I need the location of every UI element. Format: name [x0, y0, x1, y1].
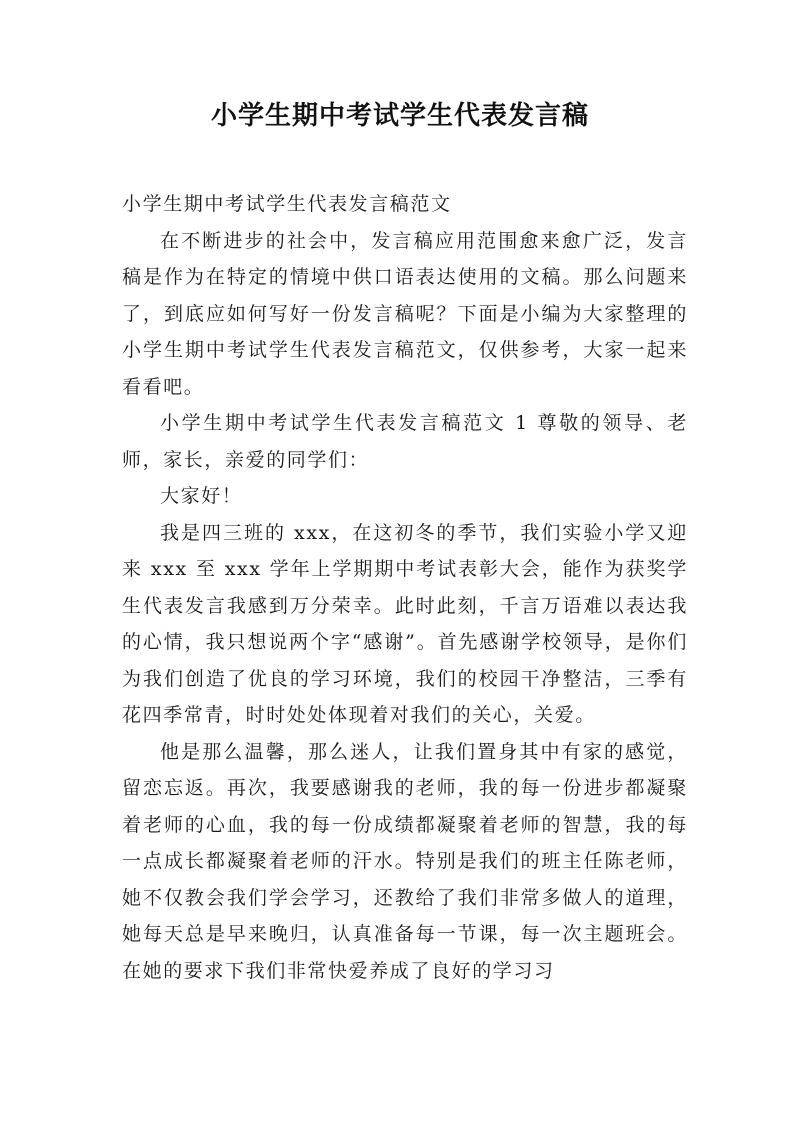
intro-paragraph: 在不断进步的社会中，发言稿应用范围愈来愈广泛，发言稿是作为在特定的情境中供口语表达使用的文稿。那么问题来了，到底应如何写好一份发言稿呢？下面是小编为大家整理的小学生期中考试学生代表发言稿范文，仅供参考，大家一起来看看吧。: [122, 229, 688, 398]
salutation-paragraph: 小学生期中考试学生代表发言稿范文 1 尊敬的领导、老师，家长，亲爱的同学们：: [122, 412, 688, 471]
document-title: 小学生期中考试学生代表发言稿: [210, 101, 589, 131]
greeting-paragraph: 大家好！: [160, 485, 243, 507]
document-body: [122, 186, 688, 989]
body-paragraph: 我是四三班的 xxx，在这初冬的季节，我们实验小学又迎来 xxx 至 xxx 学年上学期期中考试表彰大会，能作为获奖学生代表发言我感到万分荣幸。此时此刻，千言万语难以表达我的心情，我只想说两个字“感谢”。首先感谢学校领导，是你们为我们创造了优良的学习环境，我们的校园干净整洁，三季有花四季常青，时时处处体现着对我们的关心，关爱。: [122, 521, 688, 726]
subtitle-paragraph: 小学生期中考试学生代表发言稿范文: [122, 193, 452, 215]
body-paragraph: 他是那么温馨，那么迷人，让我们置身其中有家的感觉，留恋忘返。再次，我要感谢我的老师，我的每一份进步都凝聚着老师的心血，我的每一份成绩都凝聚着老师的智慧，我的每一点成长都凝聚着老师的汗水。特别是我们的班主任陈老师，她不仅教会我们学会学习，还教给了我们非常多做人的道理，她每天总是早来晚归，认真准备每一节课，每一次主题班会。在她的要求下我们非常快爱养成了良好的学习习: [122, 740, 688, 982]
